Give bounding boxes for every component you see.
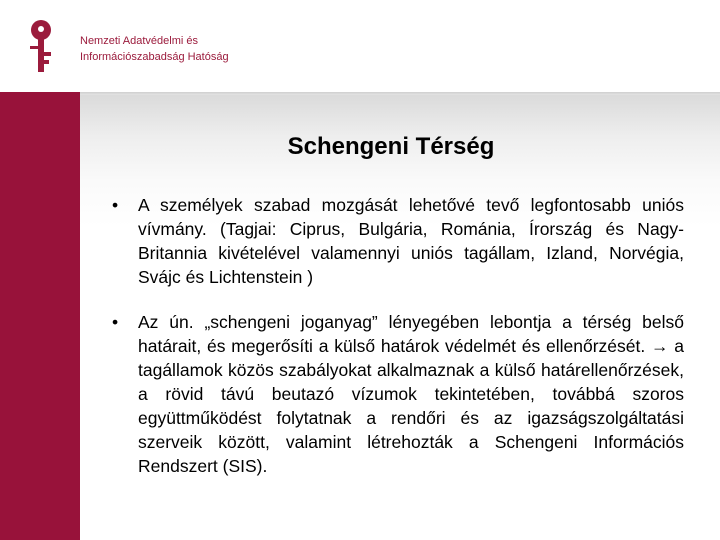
bullet-list bbox=[112, 193, 684, 478]
content-top-edge bbox=[80, 92, 720, 95]
key-logo-icon bbox=[26, 18, 56, 74]
organization-name bbox=[80, 33, 229, 65]
bullet-marker: • bbox=[112, 195, 119, 215]
organization-name-line1: Nemzeti Adatvédelmi és bbox=[80, 35, 198, 47]
slide-title: Schengeni Térség bbox=[287, 133, 495, 160]
side-bar bbox=[0, 92, 80, 540]
bullet-text: Az ún. „schengeni joganyag” lényegében lebontja a térség belső határait, és megerősíti a külső határok védelmét és ellenőrzését. → a tagállamok közös szabályokat alkalmaznak a külső határellenőrzések, a rövid távú beutazó vízumok tekintetében, továbbá szoros együttműködést folytatnak a rendőri és az igazságszolgáltatási szerveik között, valamint létrehozták a Schengeni Információs Rendszert (SIS). bbox=[138, 312, 684, 476]
bullet-marker: • bbox=[112, 312, 119, 332]
organization-name-line2: Információszabadság Hatóság bbox=[80, 51, 229, 63]
bullet-item bbox=[112, 310, 684, 478]
bullet-item bbox=[112, 193, 684, 289]
bullet-text: A személyek szabad mozgását lehetővé tevő legfontosabb uniós vívmány. (Tagjai: Ciprus, Bulgária, Románia, Írország és Nagy-Britannia kivételével valamennyi uniós tagállam, Izland, Norvégia, Svájc és Lichtenstein ) bbox=[138, 195, 684, 287]
header bbox=[0, 0, 720, 92]
